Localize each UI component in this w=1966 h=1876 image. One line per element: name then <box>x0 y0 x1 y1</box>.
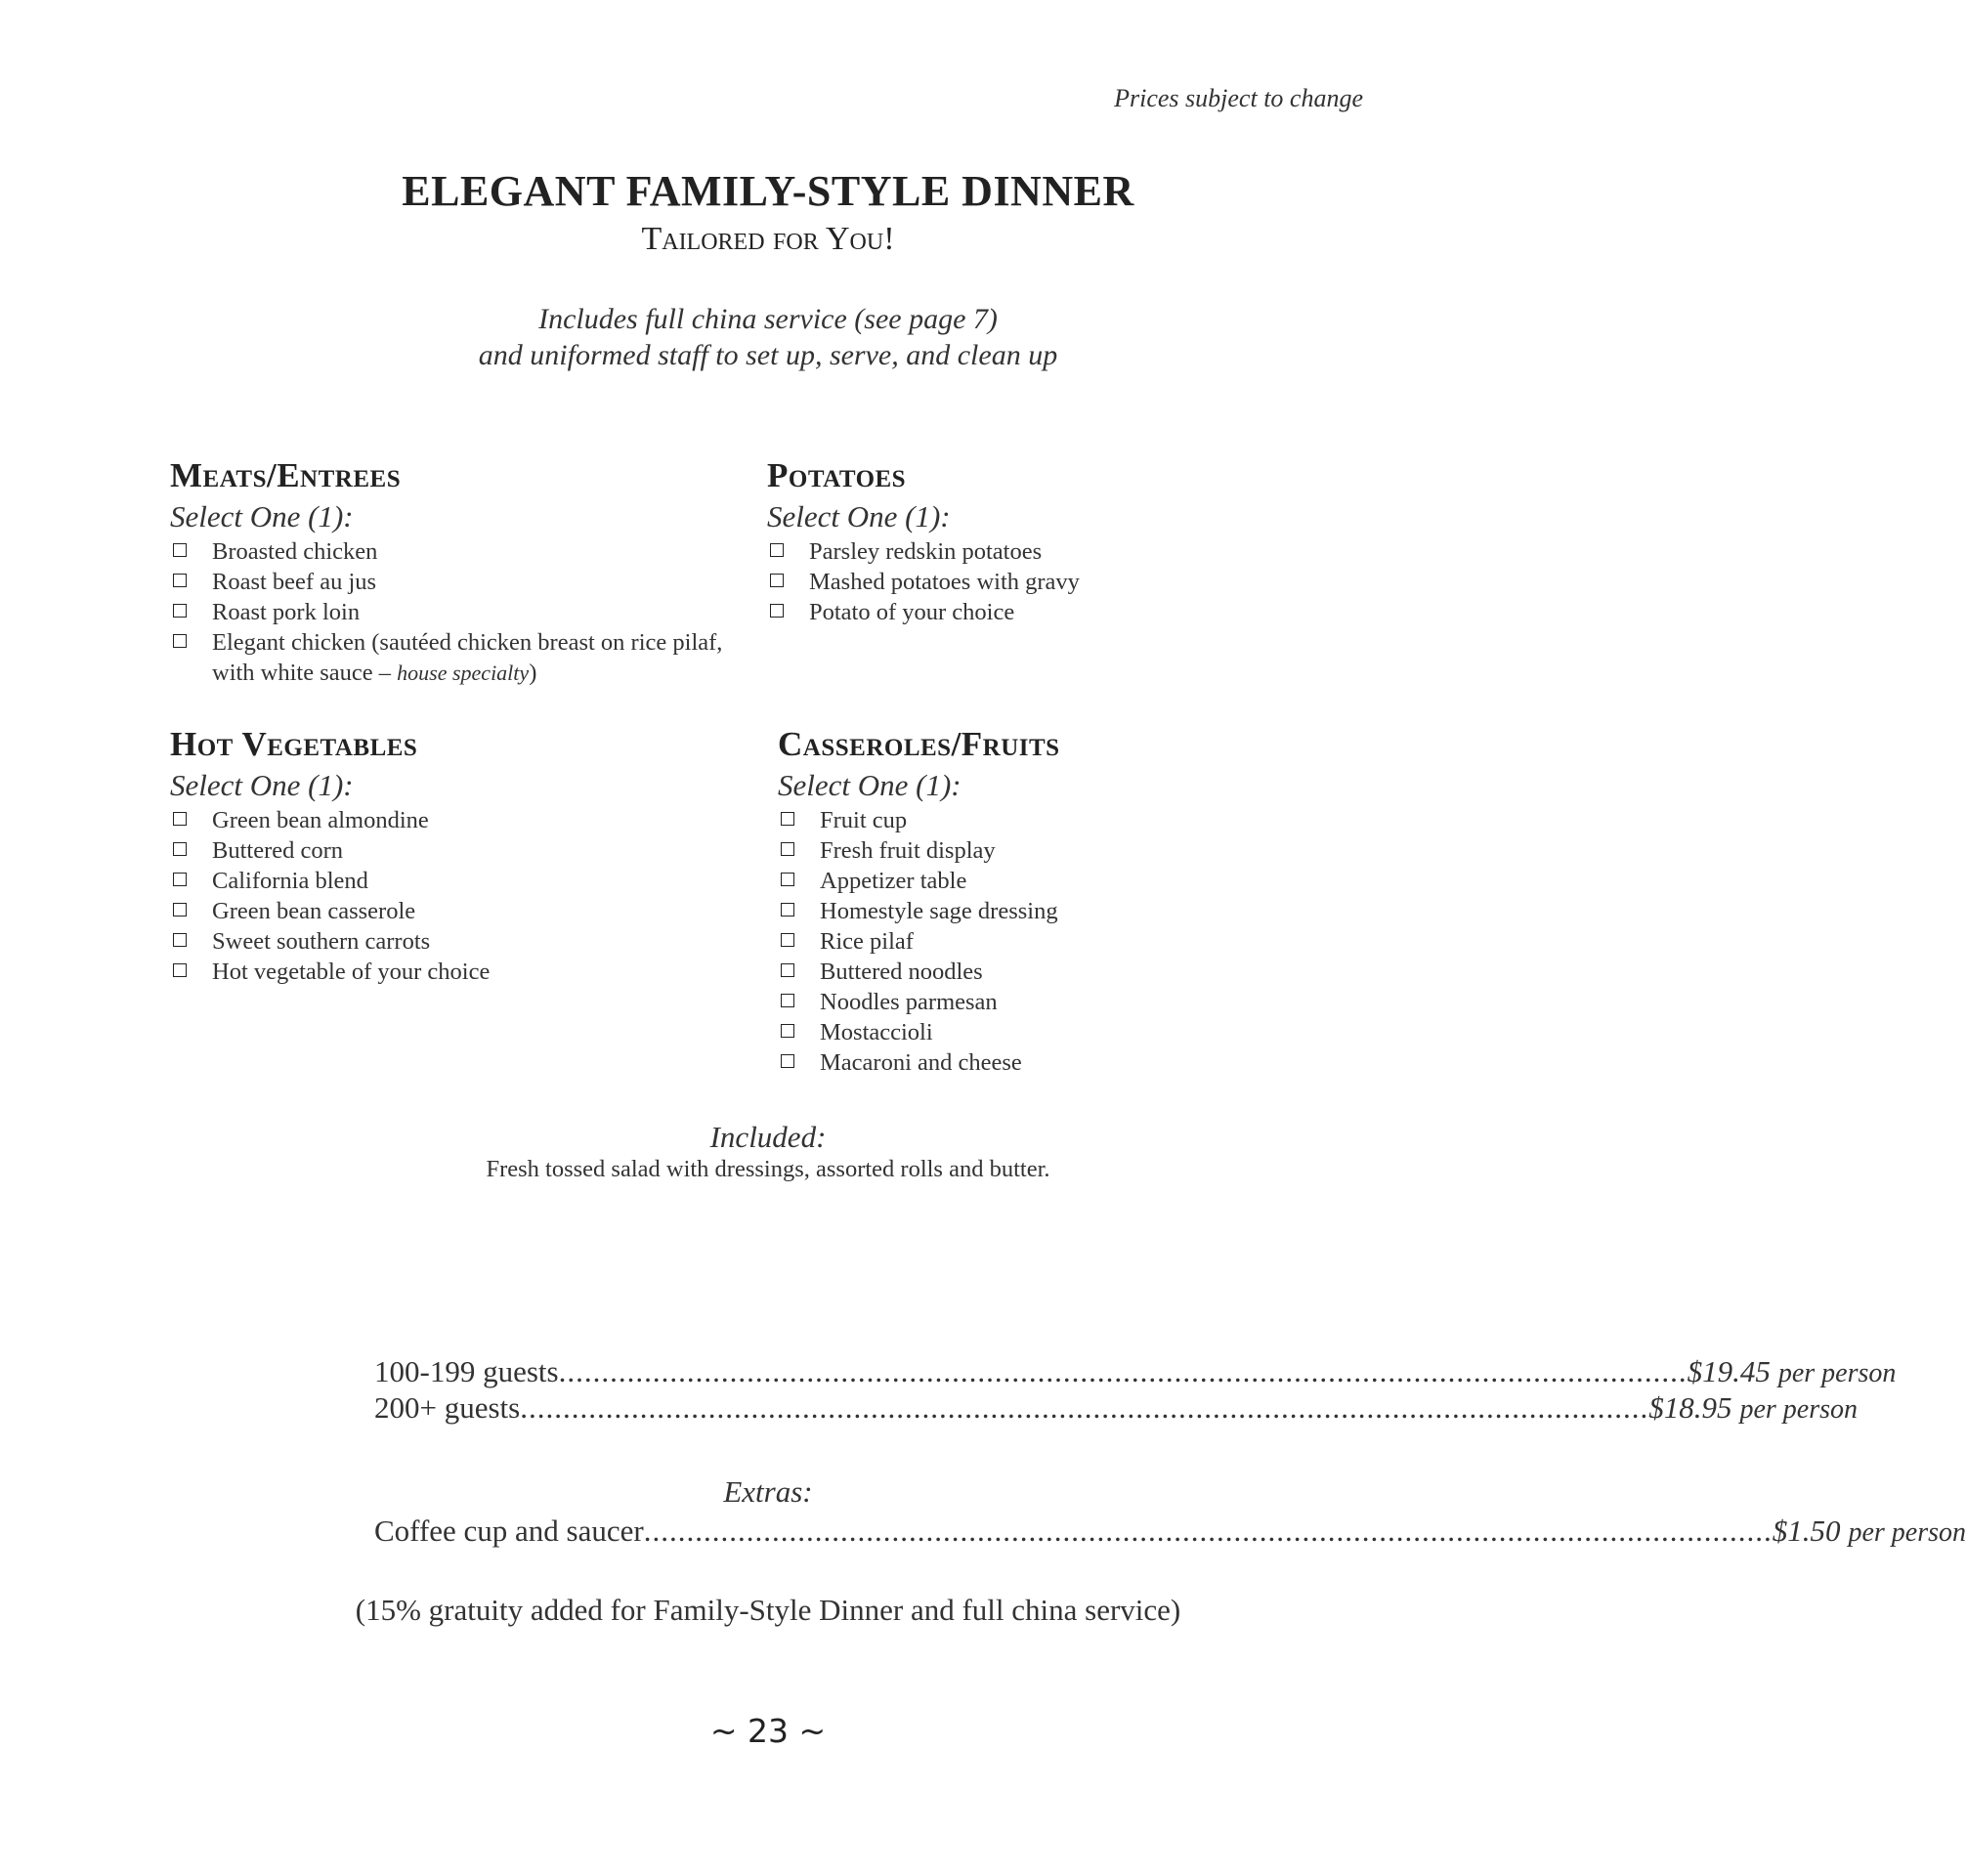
potatoes-list <box>767 536 1275 627</box>
meats-list <box>170 536 776 688</box>
list-item[interactable] <box>767 536 1275 567</box>
item-label: Buttered corn <box>212 837 344 864</box>
checkbox[interactable] <box>770 574 784 587</box>
price-row <box>374 1354 1897 1389</box>
item-label: California blend <box>212 868 368 894</box>
price-amount: $18.95 <box>1648 1390 1732 1425</box>
item-label: Noodles parmesan <box>820 989 998 1015</box>
item-label: Potato of your choice <box>809 599 1015 625</box>
extras-label: Extras: <box>723 1474 813 1509</box>
price-unit: per person <box>1739 1394 1859 1425</box>
checkbox[interactable] <box>173 634 187 648</box>
list-item[interactable] <box>778 896 1286 926</box>
checkbox[interactable] <box>173 812 187 826</box>
checkbox[interactable] <box>781 963 794 977</box>
section-instruction: Select One (1): <box>170 499 354 533</box>
checkbox[interactable] <box>781 994 794 1007</box>
item-label: Sweet southern carrots <box>212 928 431 955</box>
list-item[interactable] <box>170 567 776 597</box>
checkbox[interactable] <box>781 933 794 947</box>
section-heading: Casseroles/Fruits <box>778 725 1060 763</box>
page-title: ELEGANT FAMILY-STYLE DINNER <box>402 167 1134 215</box>
house-specialty-note: house specialty <box>397 661 530 685</box>
checkbox[interactable] <box>173 903 187 917</box>
section-instruction: Select One (1): <box>767 499 951 533</box>
list-item[interactable] <box>170 835 756 866</box>
page-subtitle: Tailored for You! <box>641 221 895 257</box>
checkbox[interactable] <box>173 842 187 856</box>
item-label: Elegant chicken (sautéed chicken breast on rice pilaf, <box>212 629 723 656</box>
list-item[interactable] <box>778 1017 1286 1047</box>
list-item[interactable] <box>170 627 776 688</box>
included-text: Fresh tossed salad with dressings, assorted rolls and butter. <box>486 1156 1050 1182</box>
section-instruction: Select One (1): <box>170 768 354 802</box>
checkbox[interactable] <box>781 842 794 856</box>
dot-leader: .................................................................................................................................... <box>558 1354 1688 1388</box>
item-label: Roast pork loin <box>212 599 361 625</box>
item-label: Rice pilaf <box>820 928 914 955</box>
list-item[interactable] <box>778 1047 1286 1078</box>
casseroles-list <box>778 805 1286 1078</box>
section-meats <box>170 456 776 688</box>
price-label: 100-199 guests <box>374 1354 559 1388</box>
price-unit: per person <box>1777 1358 1897 1388</box>
checkbox[interactable] <box>781 1024 794 1038</box>
section-heading: Hot Vegetables <box>170 725 418 763</box>
list-item[interactable] <box>170 926 756 957</box>
item-label: Homestyle sage dressing <box>820 898 1058 924</box>
list-item[interactable] <box>170 896 756 926</box>
item-label: Broasted chicken <box>212 538 378 565</box>
extra-label: Coffee cup and saucer <box>374 1514 644 1548</box>
gratuity-note: (15% gratuity added for Family-Style Dinner and full china service) <box>355 1593 1181 1627</box>
section-heading: Potatoes <box>767 456 907 494</box>
list-item[interactable] <box>170 597 776 627</box>
item-label: Fruit cup <box>820 807 908 833</box>
checkbox[interactable] <box>781 903 794 917</box>
list-item[interactable] <box>778 866 1286 896</box>
checkbox[interactable] <box>173 933 187 947</box>
section-potatoes <box>767 456 1275 627</box>
item-label: Fresh fruit display <box>820 837 996 864</box>
item-label: Buttered noodles <box>820 959 983 985</box>
checkbox[interactable] <box>173 873 187 886</box>
checkbox[interactable] <box>770 543 784 557</box>
checkbox[interactable] <box>781 812 794 826</box>
list-item[interactable] <box>778 957 1286 987</box>
page-number: ~ 23 ~ <box>709 1712 827 1750</box>
checkbox[interactable] <box>173 963 187 977</box>
item-label: Hot vegetable of your choice <box>212 959 491 985</box>
extras-row <box>374 1514 1966 1549</box>
item-label: Appetizer table <box>820 868 967 894</box>
item-label: Mashed potatoes with gravy <box>809 569 1080 595</box>
list-item[interactable] <box>170 536 776 567</box>
extra-unit: per person <box>1848 1517 1966 1548</box>
price-disclaimer: Prices subject to change <box>1114 84 1363 112</box>
item-label-continued: with white sauce – <box>212 660 398 686</box>
list-item[interactable] <box>778 805 1286 835</box>
checkbox[interactable] <box>173 574 187 587</box>
section-vegetables <box>170 725 756 987</box>
list-item[interactable] <box>778 987 1286 1017</box>
item-label: Roast beef au jus <box>212 569 377 595</box>
list-item[interactable] <box>170 866 756 896</box>
dot-leader: .................................................................................................................................... <box>643 1514 1773 1548</box>
checkbox[interactable] <box>781 1054 794 1068</box>
item-label: Macaroni and cheese <box>820 1049 1022 1076</box>
list-item[interactable] <box>778 926 1286 957</box>
vegetables-list <box>170 805 756 987</box>
item-label: Green bean casserole <box>212 898 416 924</box>
checkbox[interactable] <box>781 873 794 886</box>
list-item[interactable] <box>767 567 1275 597</box>
list-item[interactable] <box>767 597 1275 627</box>
section-heading: Meats/Entrees <box>170 456 402 494</box>
item-label: Mostaccioli <box>820 1019 933 1045</box>
section-instruction: Select One (1): <box>778 768 962 802</box>
section-casseroles <box>778 725 1286 1078</box>
item-label: Parsley redskin potatoes <box>809 538 1043 565</box>
extra-amount: $1.50 <box>1772 1514 1841 1548</box>
checkbox[interactable] <box>173 604 187 618</box>
price-amount: $19.45 <box>1687 1354 1771 1388</box>
item-label: Green bean almondine <box>212 807 429 833</box>
intro-line-1: Includes full china service (see page 7) <box>538 303 998 335</box>
checkbox[interactable] <box>770 604 784 618</box>
price-label: 200+ guests <box>374 1390 521 1425</box>
list-item[interactable] <box>778 835 1286 866</box>
dot-leader: .................................................................................................................................... <box>520 1390 1649 1425</box>
included-label: Included: <box>709 1120 827 1154</box>
item-label-close: ) <box>529 660 537 686</box>
intro-line-2: and uniformed staff to set up, serve, and clean up <box>478 339 1058 371</box>
checkbox[interactable] <box>173 543 187 557</box>
price-row <box>374 1390 1859 1426</box>
list-item[interactable] <box>170 805 756 835</box>
list-item[interactable] <box>170 957 756 987</box>
